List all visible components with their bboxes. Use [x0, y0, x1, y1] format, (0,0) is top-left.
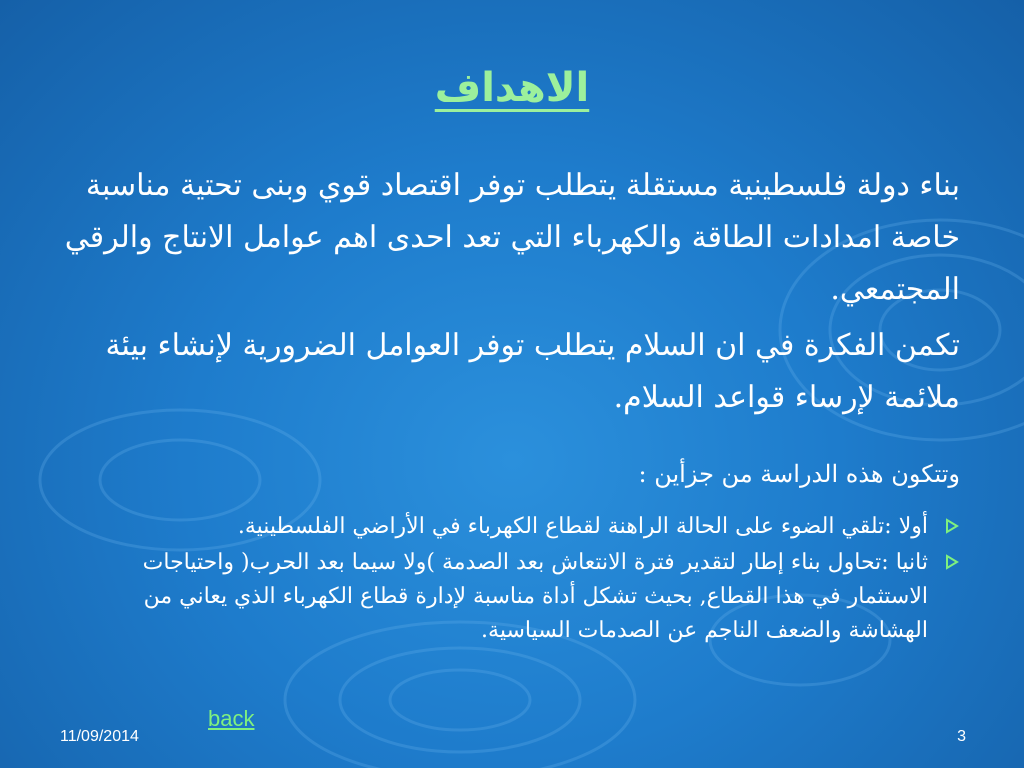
page-number: 3	[957, 728, 966, 745]
bullet-text: أولا :تلقي الضوء على الحالة الراهنة لقطاع الكهرباء في الأراضي الفلسطينية.	[237, 514, 928, 539]
slide-title	[0, 62, 1024, 114]
paragraph-2: تكمن الفكرة في ان السلام يتطلب توفر العوامل الضرورية لإنشاء بيئة ملائمة لإرساء قواعد السلام.	[105, 328, 960, 415]
arrow-right-icon	[944, 554, 960, 570]
bullet-list	[80, 510, 960, 650]
slide-title-text: الاهداف	[434, 65, 590, 111]
bullet-item	[80, 546, 960, 648]
back-link[interactable]: back	[208, 706, 255, 731]
slide-date: 11/09/2014	[60, 728, 139, 745]
bullet-text: ثانيا :تحاول بناء إطار لتقدير فترة الانتعاش بعد الصدمة )ولا سيما بعد الحرب( واحتياجات الاستثمار في هذا القطاع, بحيث تشكل أداة مناسبة لإدارة قطاع الكهرباء الذي يعاني من الهشاشة والضعف الناجم عن الصدمات السياسية.	[142, 550, 928, 643]
study-intro: وتتكون هذه الدراسة من جزأين :	[638, 460, 960, 488]
paragraph-1: بناء دولة فلسطينية مستقلة يتطلب توفر اقتصاد قوي وبنى تحتية مناسبة خاصة امدادات الطاقة والكهرباء التي تعد احدى اهم عوامل الانتاج والرقي المجتمعي.	[64, 168, 960, 307]
arrow-right-icon	[944, 518, 960, 534]
bullet-item	[80, 510, 960, 544]
